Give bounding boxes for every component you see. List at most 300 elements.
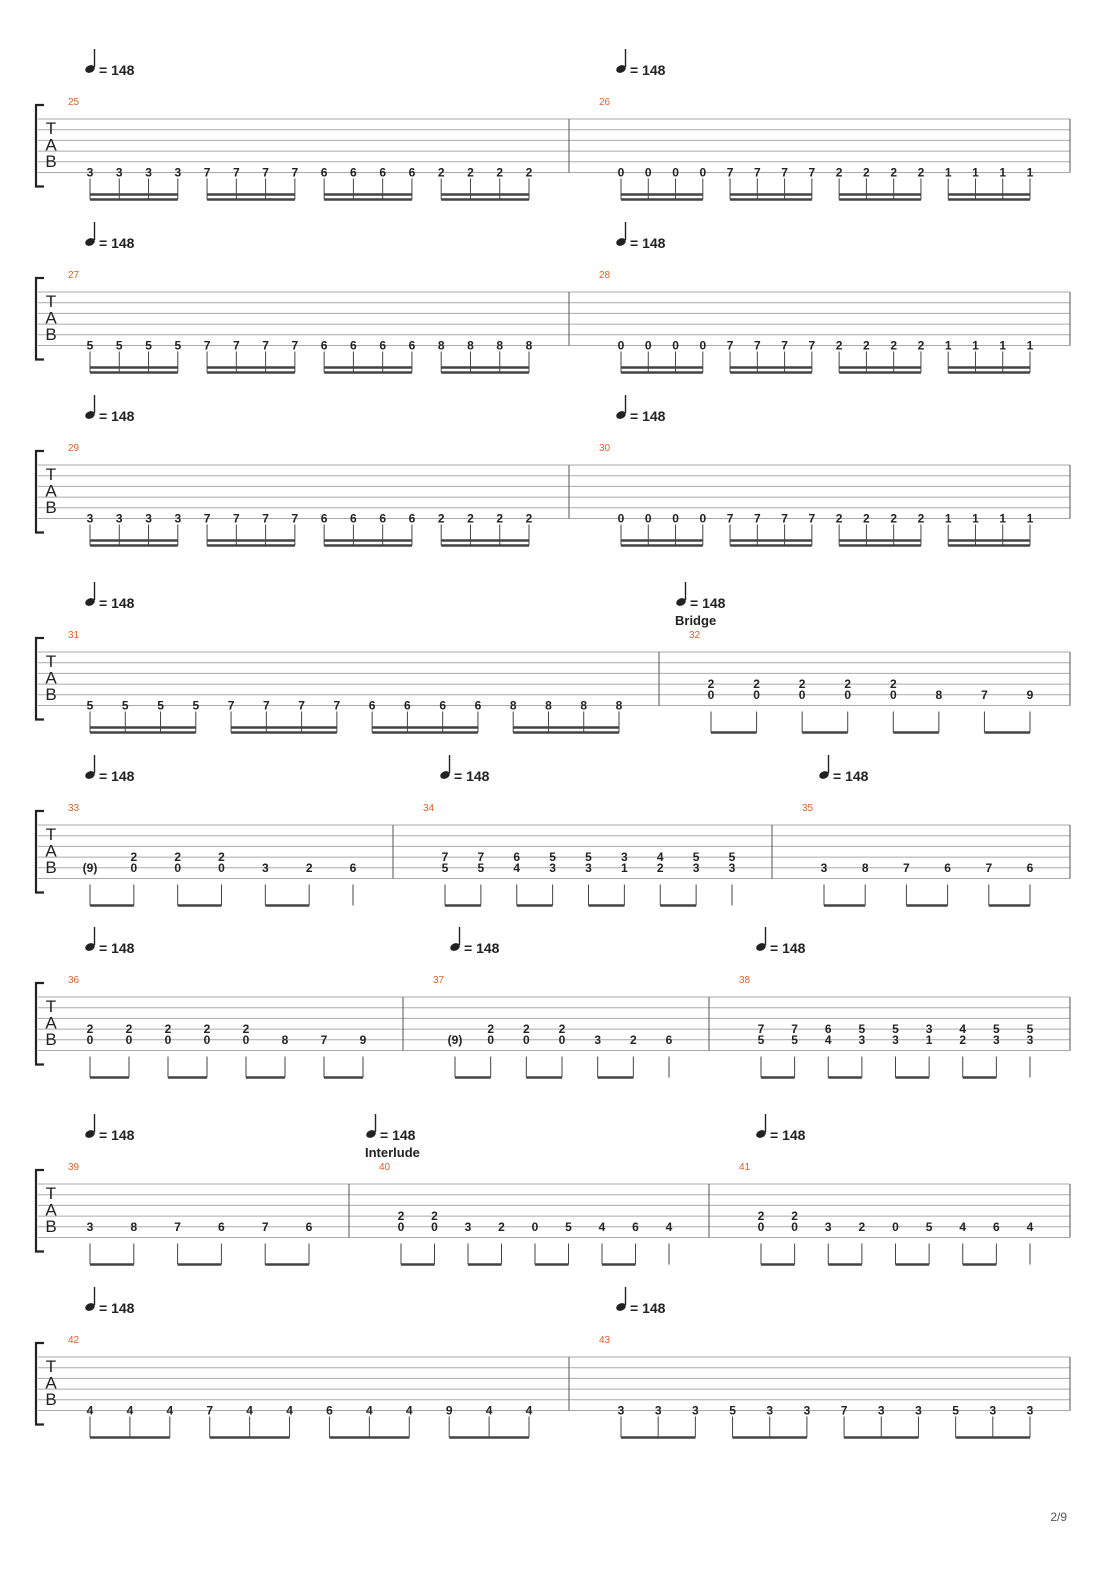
fret-number: 5: [692, 850, 700, 865]
fret-number: 4: [656, 850, 664, 865]
measure-number: 42: [68, 1335, 80, 1346]
fret-number: 9: [359, 1032, 367, 1047]
fret-number: 6: [379, 511, 387, 526]
fret-number: 3: [989, 1403, 997, 1418]
fret-number: 7: [808, 338, 816, 353]
fret-number: (9): [82, 860, 98, 875]
fret-number: 1: [944, 511, 952, 526]
fret-number: 1: [925, 1032, 933, 1047]
fret-number: 7: [206, 1403, 214, 1418]
tempo-label: = 148: [99, 595, 135, 611]
fret-number: 5: [993, 1022, 1000, 1037]
fret-number: 6: [320, 338, 328, 353]
tempo-marking: [84, 582, 135, 611]
fret-number: 0: [672, 338, 679, 353]
fret-number: 5: [157, 698, 164, 713]
section-label: Bridge: [675, 613, 717, 628]
fret-number: 6: [326, 1403, 333, 1418]
tab-clef-letter: A: [45, 1013, 57, 1033]
fret-number: 0: [218, 860, 225, 875]
fret-number: 0: [844, 687, 852, 702]
fret-number: 3: [145, 511, 152, 526]
fret-number: 1: [972, 511, 979, 526]
staff-system: [36, 49, 1070, 200]
tempo-label: = 148: [464, 940, 500, 956]
fret-number: 4: [824, 1032, 832, 1047]
fret-number: 7: [262, 165, 269, 180]
system-bracket: [36, 105, 44, 187]
tab-clef-letter: A: [45, 668, 57, 688]
fret-number: 5: [791, 1032, 798, 1047]
fret-number: 9: [1026, 687, 1034, 702]
fret-number: 3: [86, 165, 94, 180]
fret-number: 4: [246, 1403, 253, 1418]
fret-number: 3: [594, 1032, 602, 1047]
tempo-marking: [439, 755, 490, 784]
fret-number: 5: [757, 1032, 765, 1047]
tab-clef-letter: A: [45, 841, 57, 861]
fret-number: 0: [531, 1219, 539, 1234]
fret-number: 0: [431, 1219, 438, 1234]
tab-clef-letter: B: [45, 325, 57, 344]
page-number: 2/9: [1050, 1510, 1067, 1524]
fret-number: 7: [757, 1022, 765, 1037]
fret-number: 7: [753, 165, 761, 180]
fret-number: 2: [890, 165, 898, 180]
fret-number: 3: [824, 1219, 832, 1234]
fret-number: 2: [558, 1022, 566, 1037]
fret-number: 3: [549, 860, 556, 875]
fret-number: 2: [242, 1022, 250, 1037]
fret-number: 3: [617, 1403, 625, 1418]
tab-clef-letter: B: [45, 1030, 57, 1049]
fret-number: 5: [115, 338, 123, 353]
fret-number: 4: [598, 1219, 606, 1234]
fret-number: 3: [925, 1022, 933, 1037]
fret-number: 8: [861, 860, 869, 875]
measure-number: 38: [739, 975, 751, 986]
fret-number: 3: [993, 1032, 1000, 1047]
fret-number: 7: [291, 165, 299, 180]
system-bracket: [36, 983, 44, 1065]
fret-number: 3: [86, 511, 94, 526]
fret-number: 5: [121, 698, 129, 713]
fret-number: 7: [781, 511, 788, 526]
fret-number: 0: [757, 1219, 765, 1234]
fret-number: 2: [835, 338, 843, 353]
fret-number: 6: [1026, 860, 1034, 875]
fret-number: 0: [672, 511, 679, 526]
fret-number: 7: [753, 338, 761, 353]
fret-number: 2: [431, 1209, 438, 1224]
tempo-marking: [84, 1114, 135, 1143]
fret-number: 6: [408, 338, 416, 353]
fret-number: 3: [115, 165, 123, 180]
fret-number: 6: [349, 860, 357, 875]
fret-number: 8: [509, 698, 517, 713]
fret-number: 7: [808, 511, 816, 526]
tempo-label: = 148: [630, 62, 666, 78]
tempo-label: = 148: [630, 408, 666, 424]
tab-clef-letter: T: [45, 997, 57, 1016]
fret-number: 2: [917, 511, 925, 526]
fret-number: 5: [441, 860, 449, 875]
fret-number: 4: [525, 1403, 533, 1418]
fret-number: 8: [281, 1032, 289, 1047]
fret-number: 7: [320, 1032, 328, 1047]
fret-number: 5: [477, 860, 485, 875]
fret-number: 4: [485, 1403, 493, 1418]
fret-number: 1: [999, 165, 1007, 180]
fret-number: 2: [835, 511, 843, 526]
measure-number: 43: [599, 1335, 611, 1346]
fret-number: 0: [397, 1219, 405, 1234]
tab-clef-letter: T: [45, 465, 57, 484]
system-bracket: [36, 811, 44, 893]
staff-system: [36, 1114, 1070, 1265]
fret-number: 7: [262, 338, 269, 353]
fret-number: 3: [145, 165, 152, 180]
fret-number: 7: [441, 850, 449, 865]
tab-clef-letter: B: [45, 685, 57, 704]
measure-number: 35: [802, 803, 814, 814]
tab-clef-letter: A: [45, 135, 57, 155]
fret-number: 5: [86, 338, 94, 353]
tempo-label: = 148: [454, 768, 490, 784]
fret-number: 6: [379, 338, 387, 353]
fret-number: 2: [467, 165, 474, 180]
fret-number: 3: [654, 1403, 662, 1418]
fret-number: 6: [305, 1219, 313, 1234]
fret-number: 7: [262, 511, 269, 526]
fret-number: 4: [1026, 1219, 1034, 1234]
staff-system: [36, 582, 1070, 733]
fret-number: 2: [218, 850, 225, 865]
fret-number: 2: [959, 1032, 967, 1047]
tempo-marking: [818, 755, 869, 784]
fret-number: 3: [915, 1403, 922, 1418]
fret-number: 8: [580, 698, 588, 713]
fret-number: 1: [1026, 511, 1034, 526]
fret-number: 8: [545, 698, 552, 713]
fret-number: 3: [174, 511, 182, 526]
fret-number: 2: [757, 1209, 765, 1224]
fret-number: 1: [1026, 165, 1034, 180]
fret-number: 4: [959, 1022, 967, 1037]
tempo-marking: [755, 1114, 806, 1143]
fret-number: 7: [781, 165, 788, 180]
fret-number: 8: [467, 338, 474, 353]
tempo-label: = 148: [99, 408, 135, 424]
fret-number: 5: [892, 1022, 899, 1037]
fret-number: 6: [408, 511, 416, 526]
fret-number: 5: [925, 1219, 933, 1234]
fret-number: 3: [1026, 1403, 1034, 1418]
fret-number: 0: [522, 1032, 530, 1047]
fret-number: 2: [437, 511, 445, 526]
staff-system: [36, 222, 1070, 373]
fret-number: 2: [656, 860, 664, 875]
fret-number: 7: [261, 1219, 269, 1234]
fret-number: 4: [286, 1403, 293, 1418]
tab-clef-letter: B: [45, 498, 57, 517]
fret-number: 6: [824, 1022, 832, 1037]
fret-number: 3: [692, 860, 700, 875]
fret-number: 2: [863, 165, 870, 180]
fret-number: 2: [496, 511, 504, 526]
fret-number: 0: [798, 687, 806, 702]
fret-number: 2: [487, 1022, 495, 1037]
tab-clef-letter: B: [45, 1217, 57, 1236]
fret-number: 7: [203, 338, 211, 353]
fret-number: 6: [350, 511, 357, 526]
tempo-marking: [755, 927, 806, 956]
fret-number: 5: [585, 850, 592, 865]
fret-number: 1: [999, 511, 1007, 526]
fret-number: 7: [985, 860, 993, 875]
fret-number: 2: [844, 677, 852, 692]
fret-number: 9: [445, 1403, 453, 1418]
fret-number: 4: [366, 1403, 373, 1418]
fret-number: 2: [798, 677, 806, 692]
system-bracket: [36, 638, 44, 720]
measure-number: 41: [739, 1162, 751, 1173]
fret-number: 2: [522, 1022, 530, 1037]
tempo-label: = 148: [630, 1300, 666, 1316]
tempo-label: = 148: [833, 768, 869, 784]
fret-number: 0: [125, 1032, 133, 1047]
tab-clef-letter: T: [45, 652, 57, 671]
fret-number: 7: [981, 687, 988, 702]
fret-number: 7: [262, 698, 270, 713]
fret-number: 4: [166, 1403, 174, 1418]
fret-number: 3: [858, 1032, 866, 1047]
fret-number: 2: [863, 338, 870, 353]
fret-number: 2: [835, 165, 843, 180]
measure-number: 37: [433, 975, 445, 986]
fret-number: 7: [203, 165, 211, 180]
fret-number: 3: [464, 1219, 472, 1234]
fret-number: 2: [496, 165, 504, 180]
measure-number: 31: [68, 630, 80, 641]
system-bracket: [36, 278, 44, 360]
fret-number: 2: [707, 677, 715, 692]
tempo-label: = 148: [99, 235, 135, 251]
fret-number: 0: [699, 338, 707, 353]
fret-number: 2: [917, 165, 925, 180]
fret-number: 3: [766, 1403, 774, 1418]
fret-number: 3: [820, 860, 828, 875]
fret-number: 5: [549, 850, 556, 865]
measure-number: 33: [68, 803, 80, 814]
fret-number: 7: [232, 511, 240, 526]
fret-number: 5: [858, 1022, 866, 1037]
tab-clef-letter: T: [45, 119, 57, 138]
fret-number: 7: [298, 698, 305, 713]
fret-number: 2: [203, 1022, 211, 1037]
fret-number: 2: [525, 165, 533, 180]
fret-number: 5: [1026, 1022, 1034, 1037]
fret-number: 6: [320, 511, 328, 526]
fret-number: 4: [126, 1403, 134, 1418]
fret-number: 0: [617, 511, 625, 526]
fret-number: 2: [858, 1219, 866, 1234]
fret-number: 0: [791, 1219, 798, 1234]
fret-number: 3: [803, 1403, 811, 1418]
fret-number: 6: [320, 165, 328, 180]
fret-number: 7: [808, 165, 816, 180]
fret-number: 7: [477, 850, 485, 865]
fret-number: 0: [644, 338, 652, 353]
tempo-label: = 148: [770, 940, 806, 956]
fret-number: 8: [935, 687, 943, 702]
fret-number: 2: [629, 1032, 637, 1047]
measure-number: 26: [599, 97, 611, 108]
fret-number: 8: [437, 338, 445, 353]
fret-number: 5: [729, 1403, 736, 1418]
fret-number: 4: [513, 860, 521, 875]
fret-number: 2: [174, 850, 182, 865]
fret-number: 1: [1026, 338, 1034, 353]
measure-number: 30: [599, 443, 611, 454]
fret-number: 3: [174, 165, 182, 180]
fret-number: 4: [665, 1219, 673, 1234]
fret-number: 6: [474, 698, 482, 713]
fret-number: 7: [791, 1022, 798, 1037]
tempo-label: = 148: [380, 1127, 416, 1143]
fret-number: 7: [291, 338, 299, 353]
fret-number: 3: [728, 860, 736, 875]
fret-number: 3: [1026, 1032, 1034, 1047]
tab-clef-letter: T: [45, 292, 57, 311]
fret-number: 3: [86, 1219, 94, 1234]
fret-number: 6: [665, 1032, 673, 1047]
fret-number: 2: [791, 1209, 798, 1224]
fret-number: 8: [130, 1219, 138, 1234]
staff-system: [36, 755, 1070, 906]
measure-number: 29: [68, 443, 80, 454]
fret-number: 5: [174, 338, 182, 353]
fret-number: 2: [889, 677, 897, 692]
fret-number: 0: [130, 860, 138, 875]
fret-number: 0: [242, 1032, 250, 1047]
fret-number: 7: [726, 338, 734, 353]
fret-number: 7: [903, 860, 910, 875]
fret-number: 6: [404, 698, 411, 713]
fret-number: 6: [632, 1219, 639, 1234]
fret-number: 7: [203, 511, 211, 526]
fret-number: 4: [959, 1219, 967, 1234]
measure-number: 27: [68, 270, 80, 281]
tab-clef-letter: A: [45, 1200, 57, 1220]
tab-clef-letter: B: [45, 858, 57, 877]
fret-number: 0: [699, 165, 707, 180]
fret-number: 0: [644, 165, 652, 180]
fret-number: 0: [644, 511, 652, 526]
fret-number: 2: [890, 511, 898, 526]
fret-number: 6: [408, 165, 416, 180]
fret-number: 5: [565, 1219, 572, 1234]
fret-number: 2: [890, 338, 898, 353]
tab-clef-letter: A: [45, 481, 57, 501]
fret-number: 2: [164, 1022, 172, 1037]
system-bracket: [36, 451, 44, 533]
fret-number: 2: [437, 165, 445, 180]
tempo-label: = 148: [630, 235, 666, 251]
fret-number: 7: [726, 511, 734, 526]
tab-clef-letter: A: [45, 1373, 57, 1393]
fret-number: 7: [232, 338, 240, 353]
fret-number: 2: [86, 1022, 94, 1037]
tempo-marking: [615, 222, 666, 251]
fret-number: 3: [115, 511, 123, 526]
tempo-marking: [84, 395, 135, 424]
fret-number: 6: [218, 1219, 225, 1234]
fret-number: 4: [86, 1403, 94, 1418]
tempo-label: = 148: [99, 1300, 135, 1316]
fret-number: 3: [877, 1403, 885, 1418]
staff-system: [36, 395, 1070, 546]
measure-number: 40: [379, 1162, 391, 1173]
tempo-marking: [615, 49, 666, 78]
fret-number: 6: [368, 698, 376, 713]
tempo-marking: [449, 927, 500, 956]
system-bracket: [36, 1343, 44, 1425]
tab-clef-letter: A: [45, 308, 57, 328]
fret-number: 2: [125, 1022, 133, 1037]
fret-number: 2: [525, 511, 533, 526]
fret-number: 0: [672, 165, 679, 180]
fret-number: 2: [863, 511, 870, 526]
fret-number: 8: [525, 338, 533, 353]
fret-number: 0: [164, 1032, 172, 1047]
fret-number: 7: [232, 165, 240, 180]
fret-number: 6: [350, 165, 357, 180]
fret-number: 6: [350, 338, 357, 353]
measure-number: 34: [423, 803, 435, 814]
section-label: Interlude: [365, 1145, 420, 1160]
fret-number: 7: [227, 698, 235, 713]
tab-clef-letter: B: [45, 152, 57, 171]
fret-number: 0: [889, 687, 897, 702]
tempo-label: = 148: [770, 1127, 806, 1143]
fret-number: 0: [617, 165, 625, 180]
tempo-marking: [84, 49, 135, 78]
fret-number: 2: [397, 1209, 405, 1224]
fret-number: 2: [498, 1219, 505, 1234]
fret-number: 0: [753, 687, 760, 702]
measure-number: 39: [68, 1162, 80, 1173]
fret-number: 6: [944, 860, 951, 875]
fret-number: 1: [972, 165, 979, 180]
measure-number: 32: [689, 630, 701, 641]
fret-number: 2: [753, 677, 760, 692]
fret-number: 4: [405, 1403, 413, 1418]
measure-number: 36: [68, 975, 80, 986]
fret-number: 7: [291, 511, 299, 526]
system-bracket: [36, 1170, 44, 1252]
fret-number: 7: [333, 698, 341, 713]
fret-number: 0: [203, 1032, 211, 1047]
tab-clef-letter: T: [45, 1357, 57, 1376]
fret-number: 2: [130, 850, 138, 865]
fret-number: 7: [840, 1403, 848, 1418]
tempo-label: = 148: [99, 1127, 135, 1143]
fret-number: 0: [699, 511, 707, 526]
fret-number: 5: [952, 1403, 959, 1418]
fret-number: 0: [558, 1032, 566, 1047]
staff-system: [36, 1287, 1070, 1438]
